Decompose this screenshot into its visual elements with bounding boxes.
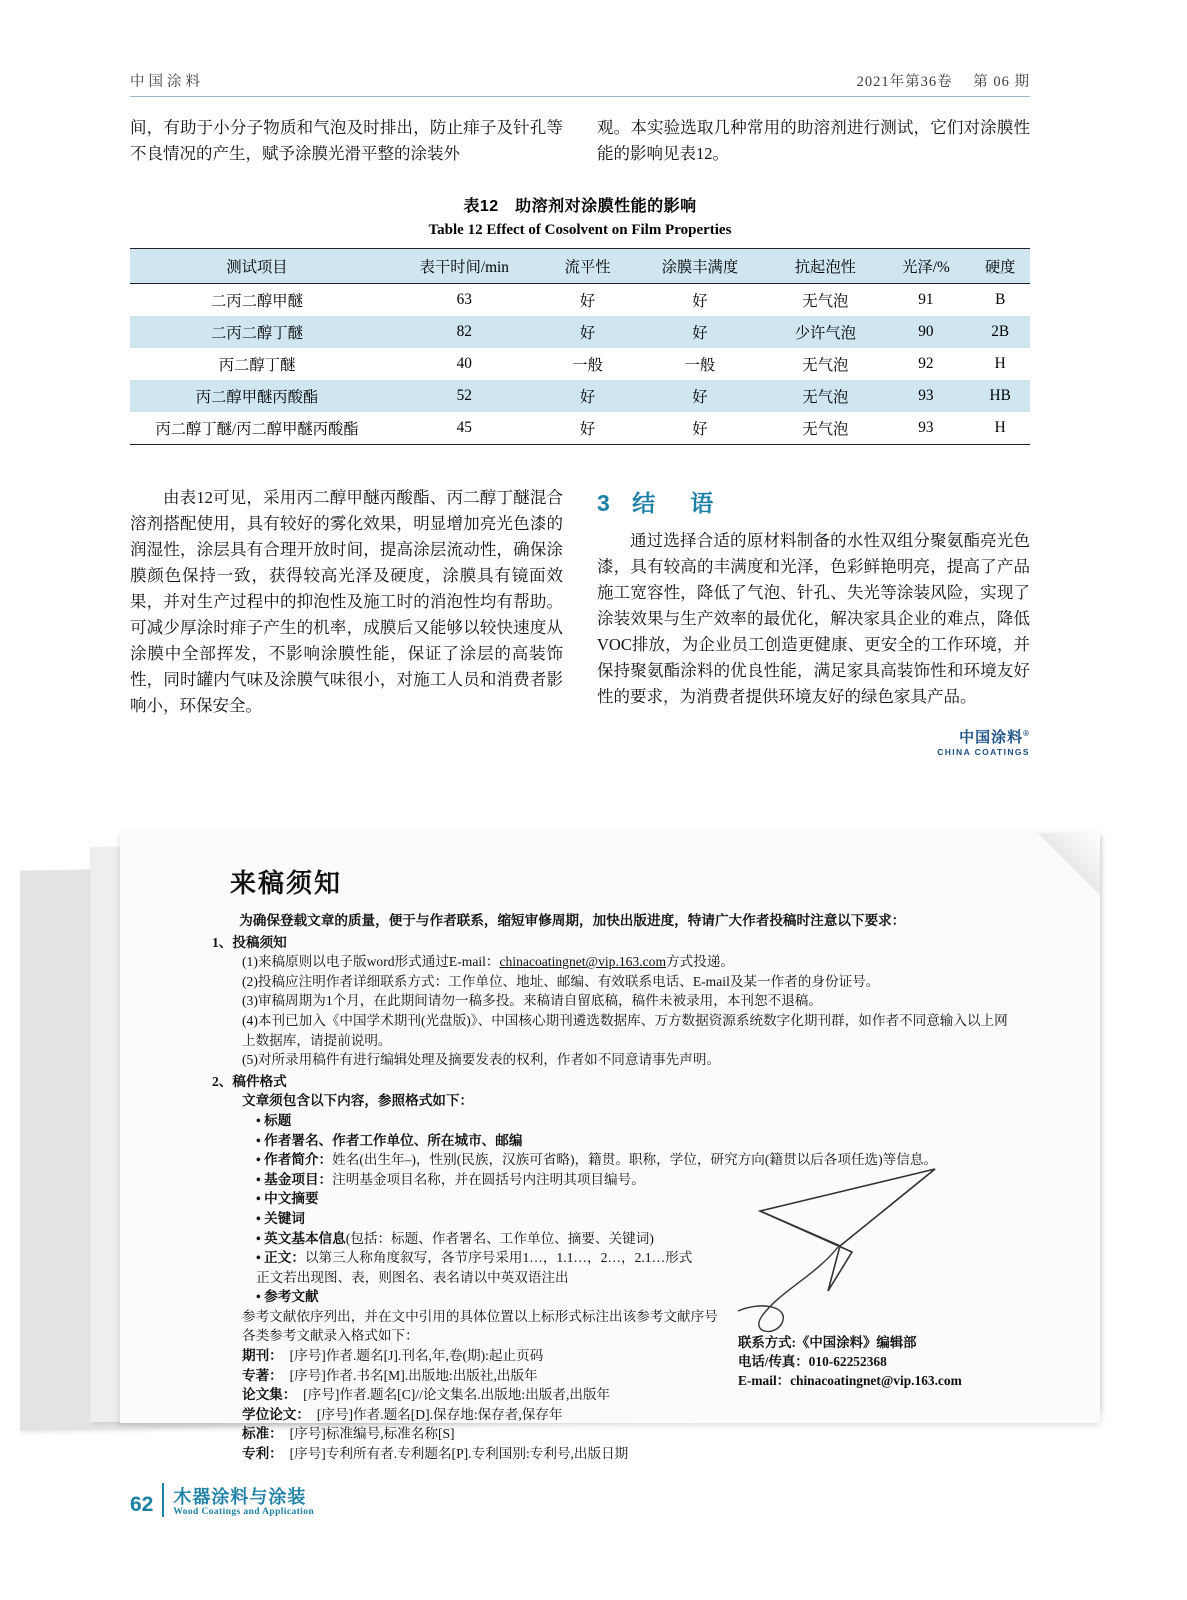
notice-section2-heading: 2、稿件格式 <box>212 1073 287 1089</box>
notice-format-item: • 正文：以第三人称角度叙写，各节序号采用1…，1.1…，2…，2.1…形式 <box>256 1250 693 1266</box>
table-header-cell: 流平性 <box>545 249 631 284</box>
ref-format-text: [序号]专利所有者.专利题名[P].专利国别:专利号,出版日期 <box>289 1446 629 1462</box>
table-cell: H <box>994 355 1006 372</box>
notice-section1-heading: 1、投稿须知 <box>212 934 287 950</box>
paper-sheet-front <box>120 833 1100 1462</box>
table-cell: 52 <box>384 380 545 412</box>
header-issue: 第 06 期 <box>973 74 1030 90</box>
table-block <box>130 193 1030 445</box>
table-cell: 92 <box>918 355 934 372</box>
logo-text-cn: 中国涂料® <box>959 729 1030 746</box>
notice-format-item: • 关键词 <box>256 1210 305 1226</box>
notice-format-item: • 标题 <box>256 1112 292 1128</box>
header-issue-info <box>841 70 1030 91</box>
top-columns <box>130 115 1030 167</box>
left-paragraph-2: 由表12可见，采用丙二醇甲醚丙酸酯、丙二醇丁醚混合溶剂搭配使用，具有较好的雾化效果，明显增加亮光色漆的润湿性，涂层具有合理开放时间，提高涂层流动性，确保涂膜颜色保持一致，获得较高光泽及硬度，涂膜具有镜面效果，并对生产过程中的抑泡性及施工时的消泡性均有帮助。可减少厚涂时痱子产生的机率，成膜后又能够以较快速度从涂膜中全部挥发，不影响涂膜性能，保证了涂层的高装饰性，同时罐内气味及涂膜气味很小，对施工人员和消费者影响小，环保安全。 <box>130 488 563 715</box>
page-footer <box>130 1483 314 1517</box>
submission-notice-sheets <box>20 833 1110 1462</box>
table-cell: 好 <box>545 380 631 412</box>
bottom-right-column <box>597 485 1030 757</box>
notice-format-item: • 基金项目：注明基金项目名称，并在圆括号内注明其项目编号。 <box>256 1171 645 1187</box>
table-cell: 63 <box>456 291 472 308</box>
china-coatings-logo <box>597 726 1030 757</box>
page-content <box>130 70 1030 757</box>
table-title-cn: 表12 助溶剂对涂膜性能的影响 <box>463 198 697 215</box>
notice-format-item: • 作者署名、作者工作单位、所在城市、邮编 <box>256 1132 523 1148</box>
table-cell: 丙二醇丁醚 <box>218 357 296 374</box>
paper-plane-icon <box>720 1151 1030 1341</box>
table-cell: 无气泡 <box>802 293 849 310</box>
table-header-cell: 抗起泡性 <box>769 249 881 284</box>
table-header-cell: 表干时间/min <box>384 249 545 284</box>
notice-section2-intro: 文章须包含以下内容，参照格式如下： <box>242 1093 474 1109</box>
table-cell: 少许气泡 <box>769 316 881 348</box>
ref-format-label: 专利： <box>242 1446 276 1462</box>
table-cell: 丙二醇丁醚/丙二醇甲醚丙酸酯 <box>130 412 384 445</box>
section-number: 3 <box>597 490 620 516</box>
contact-phone: 电话/传真：010-62252368 <box>738 1354 887 1369</box>
notice-item: (4)本刊已加入《中国学术期刊(光盘版)》、中国核心期刊遴选数据库、万方数据资源系统数字化期刊群，如作者不同意输入以上网上数据库，请提前说明。 <box>242 1012 1008 1048</box>
notice-format-item: • 中文摘要 <box>256 1191 319 1207</box>
footer-section <box>173 1487 314 1517</box>
table-row <box>130 348 1030 380</box>
contact-email: E-mail：chinacoatingnet@vip.163.com <box>738 1373 962 1388</box>
bottom-left-column <box>130 485 563 757</box>
table-cell: 无气泡 <box>769 380 881 412</box>
editorial-contact <box>738 1333 962 1390</box>
notice-item: (1)来稿原则以电子版word形式通过E-mail：chinacoatingnet@vip.163.com方式投递。 <box>242 954 735 970</box>
table-head <box>130 249 1030 284</box>
ref-format-text: [序号]作者.书名[M].出版地:出版社,出版年 <box>289 1367 538 1383</box>
notice-ref-format <box>242 1444 1012 1464</box>
table-cell: 二丙二醇甲醚 <box>211 293 303 310</box>
table-title-en: Table 12 Effect of Cosolvent on Film Properties <box>428 222 732 238</box>
table-cell: 一般 <box>684 357 716 374</box>
top-right-column <box>597 115 1030 167</box>
notice-item: (5)对所录用稿件有进行编辑处理及摘要发表的权利，作者如不同意请事先声明。 <box>242 1052 721 1068</box>
notice-body-note: 正文若出现图、表，则图名、表名请以中英双语注出 <box>256 1269 569 1285</box>
table-cell: 82 <box>384 316 545 348</box>
notice-ref-note-2: 各类参考文献录入格式如下： <box>242 1328 419 1344</box>
logo-text-en: CHINA COATINGS <box>937 747 1030 757</box>
table-header-cell: 光泽/% <box>882 249 971 284</box>
notice-ref-note-1: 参考文献依序列出，并在文中引用的具体位置以上标形式标注出该参考文献序号 <box>242 1308 718 1324</box>
table-header-cell: 涂膜丰满度 <box>631 249 770 284</box>
notice-format-item: • 参考文献 <box>256 1289 319 1305</box>
footer-section-en: Wood Coatings and Application <box>173 1507 315 1517</box>
cosolvent-effect-table <box>130 248 1030 445</box>
table-row <box>130 284 1030 317</box>
table-row <box>130 316 1030 348</box>
bottom-columns <box>130 485 1030 757</box>
right-paragraph-1: 观。本实验选取几种常用的助溶剂进行测试，它们对涂膜性能的影响见表12。 <box>597 118 1030 163</box>
table-cell: 93 <box>882 380 971 412</box>
table-cell: 无气泡 <box>802 357 849 374</box>
ref-format-text: [序号]作者.题名[C]//论文集名.出版地:出版者,出版年 <box>303 1387 611 1403</box>
notice-format-item: • 英文基本信息(包括：标题、作者署名、工作单位、摘要、关键词) <box>256 1230 654 1246</box>
notice-item: (3)审稿周期为1个月，在此期间请勿一稿多投。来稿请自留底稿，稿件未被录用，本刊恕不退稿。 <box>242 993 822 1009</box>
table-cell: 二丙二醇丁醚 <box>130 316 384 348</box>
ref-format-label: 专著： <box>242 1367 276 1383</box>
table-cell: 一般 <box>572 357 603 374</box>
table-cell: 好 <box>631 380 770 412</box>
table-cell: 丙二醇甲醚丙酸酯 <box>130 380 384 412</box>
table-cell: 好 <box>545 316 631 348</box>
table-cell: 91 <box>918 291 934 308</box>
table-row <box>130 380 1030 412</box>
table-header-cell: 硬度 <box>970 249 1030 284</box>
ref-format-text: [序号]标准编号,标准名称[S] <box>289 1426 455 1442</box>
table-cell: H <box>970 412 1030 445</box>
header-journal-name: 中国涂料 <box>130 74 204 90</box>
ref-format-label: 期刊： <box>242 1348 276 1364</box>
page-number: 62 <box>130 1493 154 1516</box>
page-header <box>130 70 1030 97</box>
section-heading <box>597 485 1030 518</box>
table-cell: 好 <box>631 316 770 348</box>
contact-department: 联系方式:《中国涂料》编辑部 <box>738 1335 917 1350</box>
table-cell: 93 <box>882 412 971 445</box>
left-paragraph-1: 间，有助于小分子物质和气泡及时排出，防止痱子及针孔等不良情况的产生，赋予涂膜光滑平整的涂装外 <box>130 118 563 163</box>
notice-ref-format <box>242 1405 1012 1425</box>
ref-format-label: 论文集： <box>242 1387 290 1403</box>
notice-ref-format <box>242 1424 1012 1444</box>
table-body <box>130 284 1030 445</box>
table-cell: 好 <box>579 293 596 310</box>
table-cell: 好 <box>545 412 631 445</box>
ref-format-text: [序号]作者.题名[D].保存地:保存者,保存年 <box>316 1406 563 1422</box>
ref-format-label: 学位论文： <box>242 1406 304 1422</box>
notice-format-item: • 作者简介：姓名(出生年–)，性别(民族，汉族可省略)，籍贯。职称，学位，研究方向(籍贯以后各项任选)等信息。 <box>256 1152 938 1168</box>
table-cell: 好 <box>692 293 708 310</box>
footer-section-cn: 木器涂料与涂装 <box>173 1487 307 1507</box>
header-year-volume: 2021年第36卷 <box>856 74 953 90</box>
table-cell: B <box>995 291 1006 308</box>
ref-format-label: 标准： <box>242 1426 276 1442</box>
notice-title: 来稿须知 <box>230 868 343 898</box>
notice-item: (2)投稿应注明作者详细联系方式：工作单位、地址、邮编、有效联系电话、E-mail及某一作者的身份证号。 <box>242 973 880 989</box>
table-cell: HB <box>970 380 1030 412</box>
table-cell: 90 <box>882 316 971 348</box>
table-header-row <box>130 249 1030 284</box>
ref-format-text: [序号]作者.题名[J].刊名,年,卷(期):起止页码 <box>289 1348 544 1364</box>
footer-divider <box>162 1483 164 1517</box>
table-cell: 无气泡 <box>769 412 881 445</box>
table-header-cell: 测试项目 <box>130 249 384 284</box>
table-cell: 45 <box>384 412 545 445</box>
table-row <box>130 412 1030 445</box>
notice-lead: 为确保登载文章的质量，便于与作者联系，缩短审修周期，加快出版进度，特请广大作者投稿时注意以下要求： <box>239 913 906 928</box>
section-title: 结 语 <box>632 490 720 516</box>
table-cell: 40 <box>456 355 472 372</box>
right-paragraph-2: 通过选择合适的原材料制备的水性双组分聚氨酯亮光色漆，具有较高的丰满度和光泽，色彩鲜艳明亮，提高了产品施工宽容性，降低了气泡、针孔、失光等涂装风险，实现了涂装效果与生产效率的最优化，解决家具企业的难点，降低VOC排放，为企业员工创造更健康、更安全的工作环境，并保持聚氨酯涂料的优良性能，满足家具高装饰性和环境友好性的要求，为消费者提供环境友好的绿色家具产品。 <box>597 531 1030 706</box>
table-cell: 好 <box>631 412 770 445</box>
top-left-column <box>130 115 563 167</box>
table-cell: 2B <box>970 316 1030 348</box>
